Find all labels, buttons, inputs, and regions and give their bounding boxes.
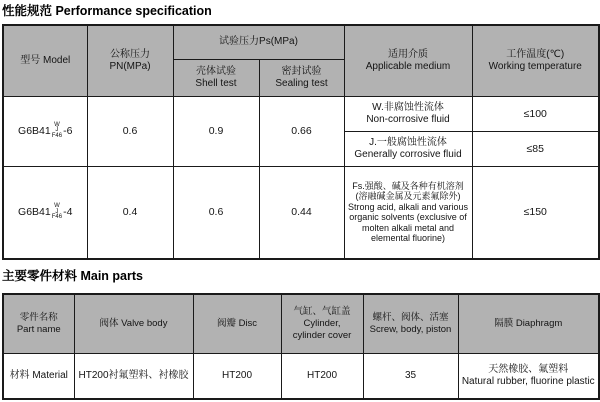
material-diaphragm-cell xyxy=(458,353,599,399)
model-variant-stack xyxy=(52,204,62,221)
material-disc-cell: HT200 xyxy=(193,353,281,399)
model-designation xyxy=(18,203,73,220)
parts-header-row xyxy=(3,294,599,353)
performance-spec-table xyxy=(2,24,600,260)
model-cell-g6b41-6 xyxy=(3,96,87,166)
medium-j-zh: J.一般腐蚀性流体 xyxy=(369,136,447,148)
variant-f46: F46 xyxy=(51,132,63,139)
applicable-medium-en: Applicable medium xyxy=(365,60,451,72)
medium-fs-cell xyxy=(344,166,472,259)
shell-test-value-row1: 0.9 xyxy=(173,96,259,166)
variant-j: J xyxy=(55,127,59,134)
model-cell-g6b41-4 xyxy=(3,166,87,259)
medium-fs-zh: Fs.强酸、碱及各种有机溶剂 xyxy=(352,180,464,191)
part-name-zh: 零件名称 xyxy=(19,311,58,323)
sealing-test-value-row2: 0.44 xyxy=(259,166,344,259)
temp-j-cell: ≤85 xyxy=(472,131,599,166)
spec-header-row-1 xyxy=(3,25,599,59)
spec-header-working-temperature xyxy=(472,25,599,96)
spec-header-nominal-pressure xyxy=(87,25,173,96)
cylinder-zh: 气缸、气缸盖 xyxy=(293,305,351,317)
variant-w: W xyxy=(54,203,60,209)
material-valve-body-cell: HT200衬氟塑料、衬橡胶 xyxy=(74,353,193,399)
spec-header-test-pressure: 试验压力Ps(MPa) xyxy=(173,25,344,59)
main-parts-table xyxy=(2,293,600,400)
spec-header-sealing-test xyxy=(259,59,344,96)
model-designation xyxy=(18,121,73,139)
screw-zh: 螺杆、阀体、活塞 xyxy=(372,311,449,323)
spec-header-applicable-medium xyxy=(344,25,472,96)
pn-value-row2: 0.4 xyxy=(87,166,173,259)
material-label-cell: 材料 Material xyxy=(3,353,74,399)
sealing-test-en: Sealing test xyxy=(275,77,328,89)
medium-j-en: Generally corrosive fluid xyxy=(354,148,462,160)
part-name-en: Part name xyxy=(16,323,61,335)
variant-w: W xyxy=(54,121,60,128)
model-base: G6B41 xyxy=(18,124,51,137)
applicable-medium-zh: 适用介质 xyxy=(388,48,428,60)
working-temperature-zh: 工作温度(℃) xyxy=(506,48,565,60)
parts-material-row xyxy=(3,353,599,399)
temp-w-cell: ≤100 xyxy=(472,96,599,131)
spec-header-shell-test xyxy=(173,59,259,96)
model-base: G6B41 xyxy=(18,206,51,219)
parts-section-title: 主要零件材料 Main parts xyxy=(2,269,143,283)
screw-en: Screw, body, piston xyxy=(369,323,452,335)
spec-data-row-1a xyxy=(3,96,599,131)
sealing-test-value-row1: 0.66 xyxy=(259,96,344,166)
spec-section-title: 性能规范 Performance specification xyxy=(2,4,212,18)
spec-header-model: 型号 Model xyxy=(3,25,87,96)
medium-w-zh: W.非腐蚀性流体 xyxy=(372,101,444,113)
parts-header-part-name xyxy=(3,294,74,353)
parts-header-diaphragm: 隔膜 Diaphragm xyxy=(458,294,599,353)
parts-header-cylinder xyxy=(281,294,363,353)
medium-w-cell xyxy=(344,96,472,131)
nominal-pressure-en: PN(MPa) xyxy=(109,60,151,72)
shell-test-value-row2: 0.6 xyxy=(173,166,259,259)
spec-data-row-2 xyxy=(3,166,599,259)
medium-fs-zh2: (溶融碱金属及元素氟除外) xyxy=(355,191,461,202)
sealing-test-zh: 密封试验 xyxy=(281,65,322,77)
model-suffix: -4 xyxy=(63,206,73,219)
shell-test-zh: 壳体试验 xyxy=(196,65,236,77)
cylinder-en1: Cylinder, xyxy=(303,317,341,329)
nominal-pressure-zh: 公称压力 xyxy=(110,48,150,60)
shell-test-en: Shell test xyxy=(195,77,237,89)
model-suffix: -6 xyxy=(63,124,73,137)
temp-fs-cell: ≤150 xyxy=(472,166,599,259)
parts-header-screw-body-piston xyxy=(363,294,458,353)
medium-w-en: Non-corrosive fluid xyxy=(366,113,450,125)
pn-value-row1: 0.6 xyxy=(87,96,173,166)
parts-header-valve-body: 阀体 Valve body xyxy=(74,294,193,353)
parts-header-disc: 阀瓣 Disc xyxy=(193,294,281,353)
medium-j-cell xyxy=(344,131,472,166)
medium-fs-en: Strong acid, alkali and various organic solvents (exclusive of molten alkali metal and elemental fluorine) xyxy=(347,201,469,244)
cylinder-en2: cylinder cover xyxy=(292,329,352,341)
diaphragm-material-en: Natural rubber, fluorine plastic xyxy=(461,375,595,387)
working-temperature-en: Working temperature xyxy=(488,60,582,72)
material-cylinder-cell: HT200 xyxy=(281,353,363,399)
diaphragm-material-zh: 天然橡胶、氟塑料 xyxy=(488,363,569,375)
variant-f46: F46 xyxy=(51,214,63,220)
model-variant-stack xyxy=(52,123,62,140)
material-screw-cell: 35 xyxy=(363,353,458,399)
variant-j: J xyxy=(55,208,59,215)
